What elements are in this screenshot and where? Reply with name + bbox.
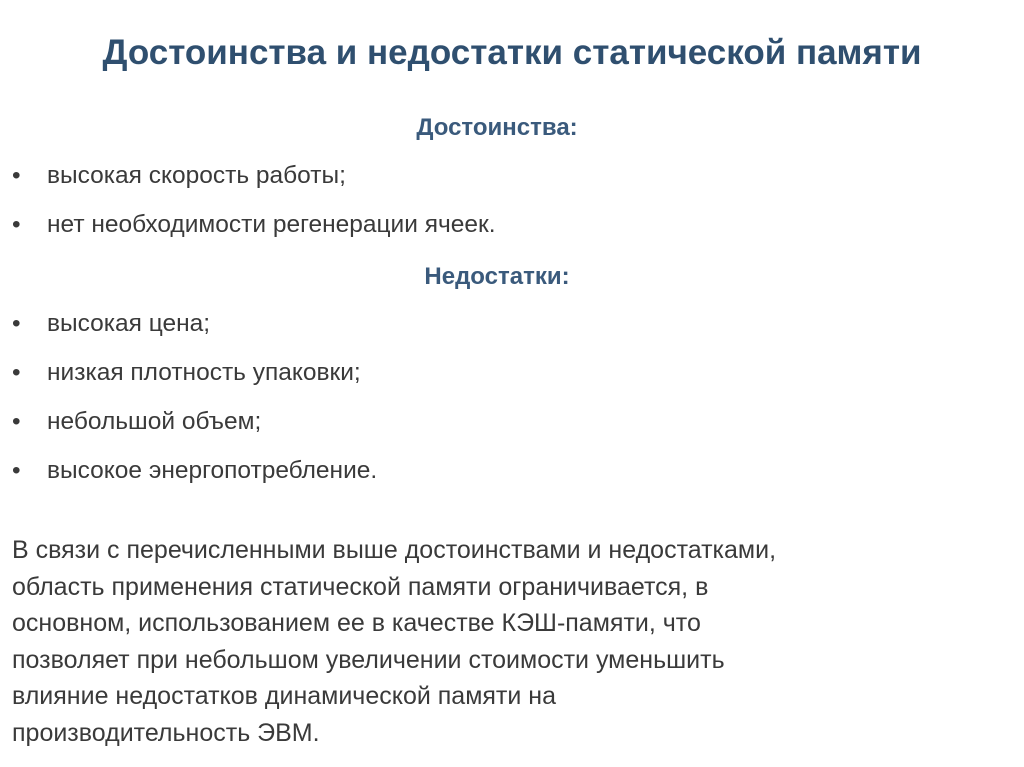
- disadvantage-text: низкая плотность упаковки;: [47, 359, 361, 386]
- conclusion-line: основном, использованием ее в качестве КЭШ-памяти, что: [12, 609, 701, 638]
- bullet-icon: •: [12, 211, 21, 238]
- bullet-icon: •: [12, 359, 21, 386]
- slide-title: Достоинства и недостатки статической памяти: [102, 33, 922, 72]
- advantages-heading: Достоинства:: [416, 114, 578, 141]
- bullet-icon: •: [12, 457, 21, 484]
- disadvantages-list-item: [12, 306, 210, 342]
- disadvantages-list-item: [12, 453, 377, 489]
- conclusion-line: область применения статической памяти ограничивается, в: [12, 572, 709, 601]
- bullet-icon: •: [12, 408, 21, 435]
- conclusion-line: производительность ЭВМ.: [12, 718, 320, 747]
- disadvantage-text: высокое энергопотребление.: [47, 457, 378, 484]
- conclusion-paragraph: [12, 532, 1002, 752]
- disadvantages-heading: Недостатки:: [424, 263, 570, 290]
- advantages-list-item: [12, 158, 346, 194]
- advantage-text: высокая скорость работы;: [47, 162, 346, 189]
- conclusion-line: влияние недостатков динамической памяти на: [12, 682, 557, 711]
- advantage-text: нет необходимости регенерации ячеек.: [47, 211, 496, 238]
- disadvantage-text: высокая цена;: [47, 310, 211, 337]
- disadvantage-text: небольшой объем;: [47, 408, 262, 435]
- conclusion-line: позволяет при небольшом увеличении стоимости уменьшить: [12, 645, 725, 674]
- bullet-icon: •: [12, 310, 21, 337]
- disadvantages-list-item: [12, 404, 261, 440]
- bullet-icon: •: [12, 162, 21, 189]
- conclusion-line: В связи с перечисленными выше достоинствами и недостатками,: [12, 536, 777, 564]
- disadvantages-list-item: [12, 355, 361, 391]
- advantages-list-item: [12, 207, 496, 243]
